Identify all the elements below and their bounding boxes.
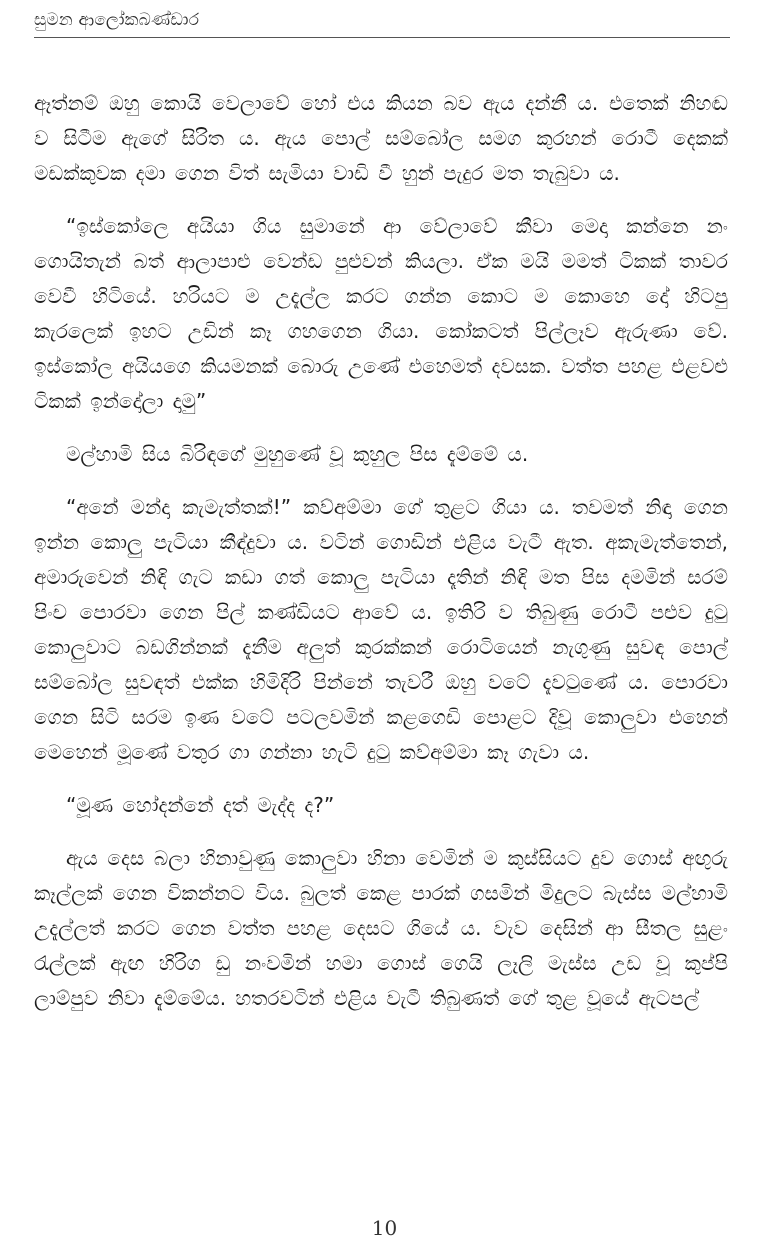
paragraph-1: ඈත්නම් ඔහු කොයි වෙලාවේ හෝ එය කියන බව ඇය දන්නී ය. එතෙක් නිහඬ ව සිටීම ඇගේ සිරිත ය. ඇය පොල් සම්බෝල සමග කුරහන් රොටී දෙකක් මඩක්කුවක දමා ගෙන විත් සැමියා වාඩි වී හුන් පැදුර මත තැබුවා ය. [34,91,728,185]
page-number: 10 [371,1216,398,1240]
paragraph-4: “අනේ මන්දා කැමැත්තක්!” කව්අම්මා ගේ තුළට ගියා ය. තවමත් නිඳා ගෙන ඉන්න කොලු පැටියා කීඳ්දුවා ය. වටින් ගොඩින් එළිය වැටී ඇත. අකැමැත්තෙන්, අමාරුවෙන් නිඳි ගැට කඩා ගත් කොලු පැටියා දෑතින් නිඳි මත පිස දමමින් සරම් පිංච පොරවා ගෙන පිල් කණ්ඩියට ආවේ ය. ඉතිරි ව තිබුණු රොටී පළුව දුටු කොලුවාට බඩගින්නක් දැනීම අලුත් කුරක්කන් රොටියෙන් නැගුණු සුවඳ පොල් සම්බෝල සුවඳත් එක්ක හිමිදිරි පින්නේ තැවරී ඔහු වටේ දැවටුණේ ය. පොරවා ගෙන සිටි සරම ඉණ වටේ පටලවමින් කළගෙඩි පොළට දිවූ කොලුවා එහෙන් මෙහෙන් මූණේ වතුර ගා ගන්නා හැටි දුටු කව්අම්මා කෑ ගැවා ය. [34,495,728,764]
running-header-author: සුමන ආලෝකබණ්ඩාර [34,10,200,30]
paragraph-6: ඇය දෙස බලා හිනාවුණු කොලුවා හිනා වෙමින් ම කුස්සියට දුව ගොස් අඟුරු කෑල්ලක් ගෙන විකන්නට විය. බුලත් කෙළ පාරක් ගසමින් මිදුලට බැස්ස මල්හාමි උදැල්ලත් කරට ගෙන වත්ත පහළ දෙසට ගියේ ය. වැව දෙසින් ආ සීතල සුළං රැල්ලක් ඇඟ හිරිග ඩු නංවමින් හමා ගොස් ගෙයි ලෑලි මැස්ස උඩ වූ කුප්පි ලාම්පුව නිවා දැම්මේය. හතරවටින් එළිය වැටී තිබුණත් ගේ තුළ වූයේ ඇටපල් [34,846,728,1010]
paragraph-5: “මූණ හෝදන්නේ දත් මැද්ද ද?” [66,793,335,817]
header-divider [34,37,730,38]
body-text [34,86,728,1034]
paragraph-3: මල්හාමි සිය බිරිඳගේ මුහුණේ වූ කුහුල පිස දැම්මේ ය. [66,442,529,466]
paragraph-2: “ඉස්කෝලෙ අයියා ගිය සුමානේ ආ වේලාවේ කීවා මෙදා කන්නෙ නං ගොයිතැන් බත් ආලාපාළු වෙන්ඩ පුළුවන් කියලා. ඒක මයි මමත් ටිකක් තාවර වෙවී හිටියේ. හරියට ම උදැල්ල කරට ගන්න කොට ම කොහෙ දෝ හිටපු කැරලෙක් ඉහට උඩින් කෑ ගහගෙන ගියා. කෝකටත් පිල්ලෑව ඇරුණා වේ. ඉස්කෝල අයියගෙ කියමනක් බොරු උණේ එහෙමත් දවසක. වත්ත පහළ එළවළු ටිකක් ඉන්දෝලා දාමු” [34,214,728,413]
